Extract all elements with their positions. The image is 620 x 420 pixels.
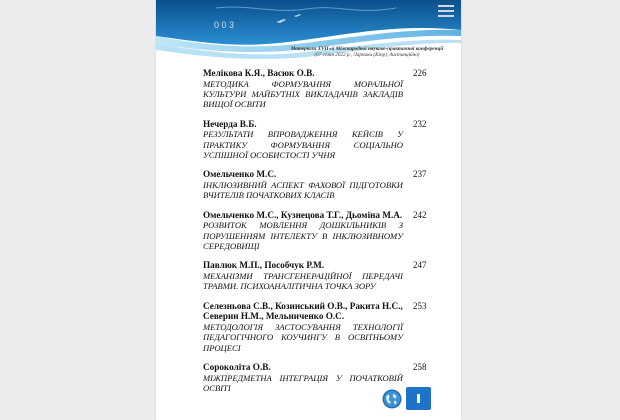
entry-page-number: 237: [413, 169, 427, 180]
entry-title: РОЗВИТОК МОВЛЕННЯ ДОШКІЛЬНИКІВ З ПОРУШЕННЯМ ІНТЕЛЕКТУ В ІНКЛЮЗИВНОМУ СЕРЕДОВИЩІ: [203, 220, 403, 252]
toc-entry[interactable]: [203, 300, 427, 353]
info-icon: [417, 394, 420, 403]
entry-title: ІНКЛЮЗИВНИЙ АСПЕКТ ФАХОВОЇ ПІДГОТОВКИ ВЧИТЕЛІВ ПОЧАТКОВИХ КЛАСІВ: [203, 179, 403, 201]
conference-info: (07 січня 2022 р., Ларнака (Кіпр), дистанційно): [314, 52, 420, 59]
toc-entry[interactable]: [203, 68, 427, 110]
toc-entry[interactable]: [203, 169, 427, 201]
toc-entry[interactable]: [203, 362, 427, 393]
entry-title: МЕХАНІЗМИ ТРАНСГЕНЕРАЦІЙНОЇ ПЕРЕДАЧІ ТРАВМИ. ПСИХОАНАЛІТИЧНА ТОЧКА ЗОРУ: [203, 270, 403, 292]
entry-title: МЕТОДОЛОГІЯ ЗАСТОСУВАННЯ ТЕХНОЛОГІЇ ПЕДАГОГІЧНОГО КОУЧИНГУ В ОСВІТНЬОМУ ПРОЦЕСІ: [203, 321, 403, 353]
entry-authors: Селезньова С.В., Козинський О.В., Ракита Н.С., Северин Н.М., Мельниченко О.С.: [203, 300, 403, 322]
conference-header: [274, 46, 460, 59]
entry-title: МІЖПРЕДМЕТНА ІНТЕГРАЦІЯ У ПОЧАТКОВІЙ ОСВІТІ: [203, 372, 403, 393]
header-banner: [156, 0, 461, 70]
info-button[interactable]: [406, 387, 431, 410]
entry-title: РЕЗУЛЬТАТИ ВПРОВАДЖЕННЯ КЕЙСІВ У ПРАКТИКУ ФОРМУВАННЯ СОЦІАЛЬНО УСПІШНОЇ ОСОБИСТОСТІ УЧНЯ: [203, 129, 403, 161]
entry-authors: Омельченко М.С., Кузнецова Т.Г., Дьоміна М.А.: [203, 209, 403, 220]
entry-authors: Мелікова К.Я., Васюк О.В.: [203, 68, 315, 78]
toc-entry[interactable]: [203, 209, 427, 252]
toc-entry[interactable]: [203, 260, 427, 292]
entry-title: МЕТОДИКА ФОРМУВАННЯ МОРАЛЬНОЇ КУЛЬТУРИ МАЙБУТНІХ ВИКЛАДАЧІВ ЗАКЛАДІВ ВИЩОЇ ОСВІТИ: [203, 78, 403, 110]
entry-page-number: 258: [413, 362, 427, 372]
entry-authors: Сороколіта О.В.: [203, 362, 271, 372]
entry-page-number: 242: [413, 209, 427, 220]
entry-page-number: 232: [413, 118, 427, 129]
entry-authors: Нечерда В.Б.: [203, 118, 257, 129]
entry-page-number: 247: [413, 260, 427, 271]
toc-entry[interactable]: [203, 118, 427, 161]
table-of-contents: [203, 68, 427, 402]
globe-icon[interactable]: [382, 389, 402, 409]
entry-authors: Омельченко М.С.: [203, 169, 277, 180]
entry-page-number: 253: [413, 300, 427, 311]
hamburger-menu-icon[interactable]: [435, 2, 457, 20]
banner-decor-text: 0 0 3: [214, 20, 235, 30]
entry-authors: Павлюк М.П., Пособчук Р.М.: [203, 260, 325, 271]
document-page: [156, 0, 461, 420]
entry-page-number: 226: [413, 68, 427, 78]
conference-title: Матеріали XVII-ої Міжнародної науково-практичної конференції: [290, 46, 444, 52]
